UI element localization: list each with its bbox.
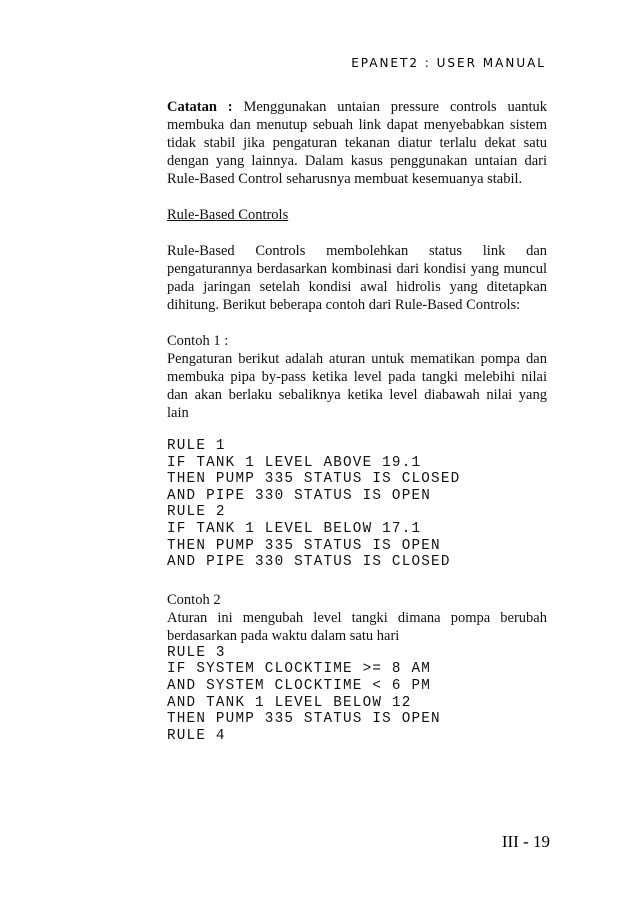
section-title: Rule-Based Controls bbox=[167, 207, 289, 223]
code-line: RULE 3 bbox=[167, 644, 226, 661]
code-line: IF SYSTEM CLOCKTIME >= 8 AM bbox=[167, 661, 432, 678]
page-number: III - 19 bbox=[501, 832, 550, 851]
code-line: THEN PUMP 335 STATUS IS OPEN bbox=[167, 711, 441, 728]
example1-text: Pengaturan berikut adalah aturan untuk mematikan pompa dan membuka pipa by-pass ketika level pada tangki melebihi nilai dan akan berlaku sebaliknya ketika level diabawah nilai yang lain bbox=[167, 351, 547, 421]
code-line: IF TANK 1 LEVEL ABOVE 19.1 bbox=[167, 454, 422, 471]
code-line: AND SYSTEM CLOCKTIME < 6 PM bbox=[167, 677, 432, 694]
example1-title: Contoh 1 : bbox=[167, 333, 229, 349]
note-label: Catatan : bbox=[167, 99, 233, 115]
page-body bbox=[167, 98, 547, 744]
code-line: IF TANK 1 LEVEL BELOW 17.1 bbox=[167, 520, 422, 537]
code-line: RULE 2 bbox=[167, 504, 226, 521]
code-line: RULE 4 bbox=[167, 727, 226, 744]
code-line: RULE 1 bbox=[167, 438, 226, 454]
code-line: THEN PUMP 335 STATUS IS CLOSED bbox=[167, 471, 461, 488]
example1-code-block bbox=[167, 438, 547, 571]
running-header: EPANET2 : USER MANUAL bbox=[351, 56, 546, 70]
note-paragraph bbox=[167, 98, 547, 188]
code-line: AND PIPE 330 STATUS IS OPEN bbox=[167, 487, 432, 504]
code-line: AND TANK 1 LEVEL BELOW 12 bbox=[167, 694, 412, 711]
code-line: THEN PUMP 335 STATUS IS OPEN bbox=[167, 537, 441, 554]
note-text: Menggunakan untaian pressure controls uantuk membuka dan menutup sebuah link dapat menyebabkan sistem tidak stabil jika pengaturan tekanan diatur terlalu dekat satu dengan yang lainnya. Dalam kasus penggunakan untaian dari Rule-Based Control seharusnya membuat kesemuanya stabil. bbox=[167, 99, 547, 187]
example2-code-block bbox=[167, 645, 547, 745]
code-line: AND PIPE 330 STATUS IS CLOSED bbox=[167, 554, 451, 571]
example2-title: Contoh 2 bbox=[167, 591, 221, 608]
example2-text: Aturan ini mengubah level tangki dimana pompa berubah berdasarkan pada waktu dalam satu hari bbox=[167, 609, 547, 644]
section-intro: Rule-Based Controls membolehkan status link dan pengaturannya berdasarkan kombinasi dari kondisi yang muncul pada jaringan setelah kondisi awal hidrolis yang ditetapkan dihitung. Berikut beberapa contoh dari Rule-Based Controls: bbox=[167, 243, 547, 313]
